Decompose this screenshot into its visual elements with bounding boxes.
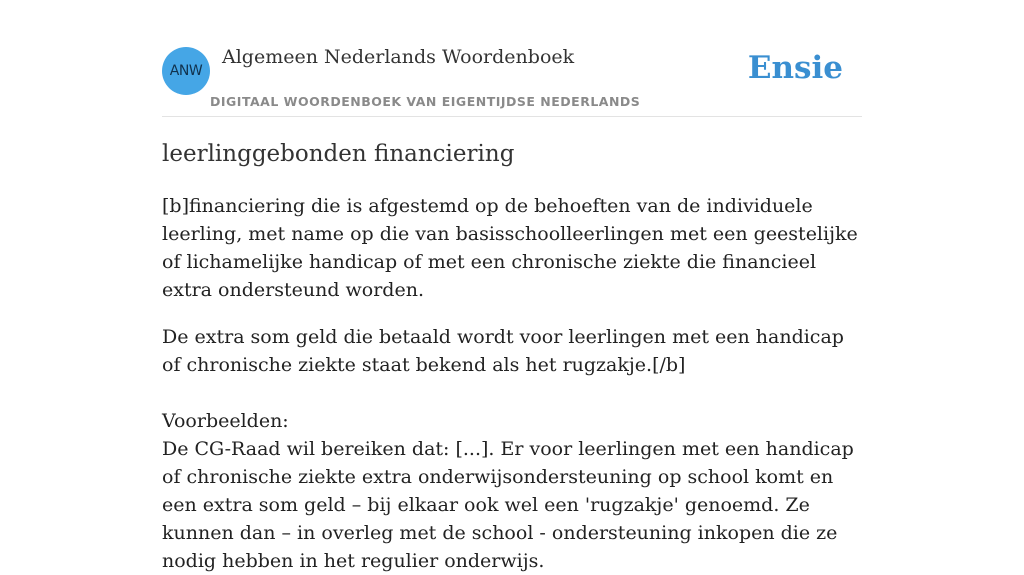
site-subtitle: DIGITAAL WOORDENBOEK VAN EIGENTIJDSE NEDERLANDS <box>210 94 641 109</box>
ensie-brand-link[interactable]: Ensie <box>747 50 843 86</box>
paragraph-spacer <box>162 379 867 407</box>
examples-label: Voorbeelden: <box>162 410 289 432</box>
entry-definition: [b]financiering die is afgestemd op de behoeften van de individuele leerling, met name op die van basisschoolleerlingen met een geestelijke of lichamelijke handicap of met een chronische ziekte die financieel extra ondersteund worden. <box>162 195 858 301</box>
site-title[interactable]: Algemeen Nederlands Woordenboek <box>222 46 575 68</box>
example-text: De CG-Raad wil bereiken dat: [...]. Er voor leerlingen met een handicap of chronische ziekte extra onderwijsondersteuning op school komt en een extra som geld – bij elkaar ook wel een 'rugzakje' genoemd. Ze kunnen dan – in overleg met de school - ondersteuning inkopen die ze nodig hebben in het regulier onderwijs. <box>162 438 854 572</box>
entry-content <box>162 138 867 575</box>
site-header <box>162 40 862 117</box>
anw-logo[interactable]: ANW <box>162 47 210 95</box>
entry-extra: De extra som geld die betaald wordt voor leerlingen met een handicap of chronische ziekte staat bekend als het rugzakje.[/b] <box>162 326 844 376</box>
entry-title: leerlinggebonden financiering <box>162 141 515 167</box>
